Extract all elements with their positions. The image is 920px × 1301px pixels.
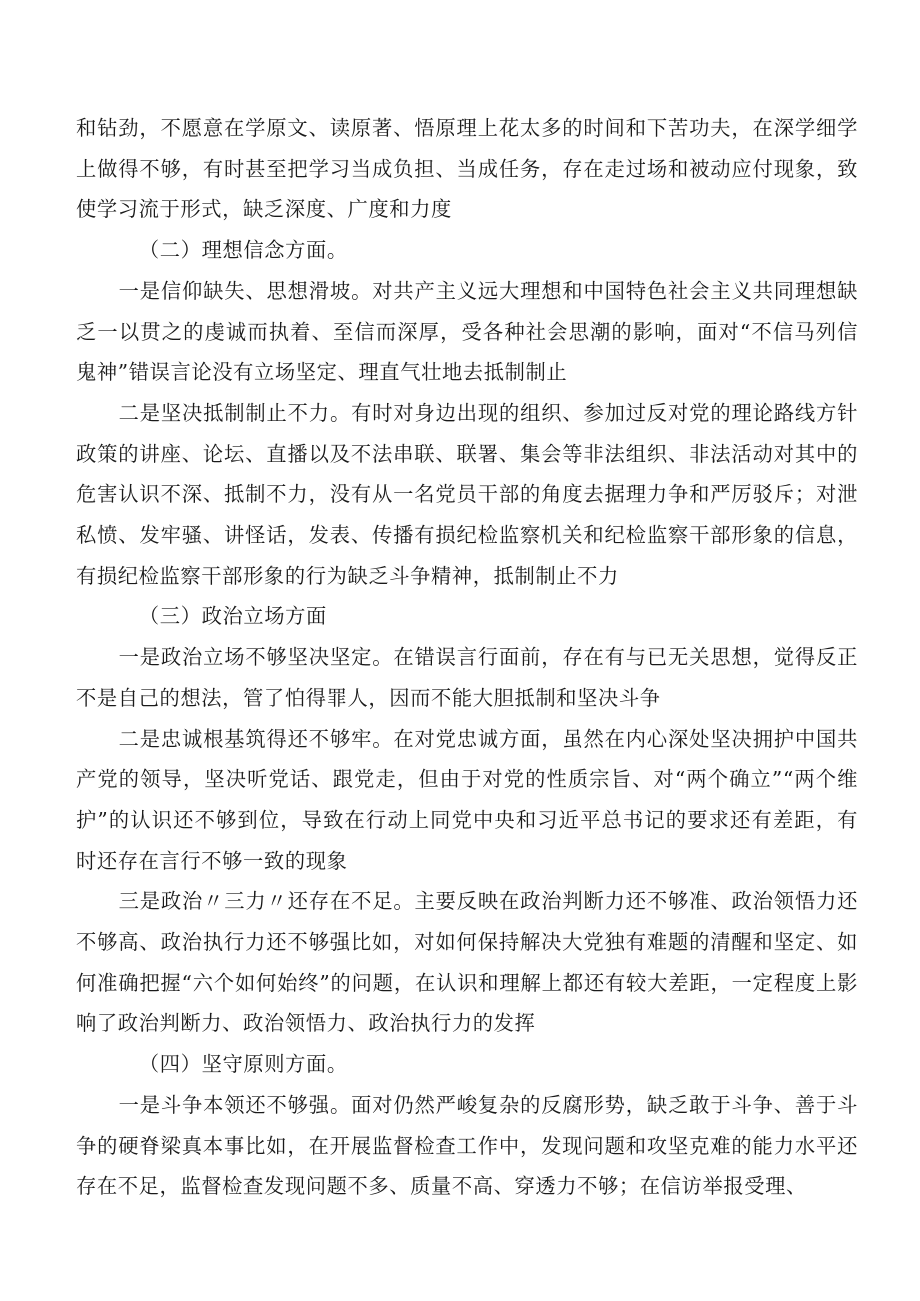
paragraph-continued: 和钻劲，不愿意在学原文、读原著、悟原理上花太多的时间和下苦功夫，在深学细学上做得不够，有时甚至把学习当成负担、当成任务，存在走过场和被动应付现象，致使学习流于形式，缺乏深度、广度和力度: [76, 116, 858, 222]
section-heading-principles: （四）坚守原则方面。: [138, 1052, 348, 1077]
paragraph: 一是斗争本领还不够强。面对仍然严峻复杂的反腐形势，缺乏敢于斗争、善于斗争的硬脊梁真本事比如，在开展监督检查工作中，发现问题和攻坚克难的能力水平还存在不足，监督检查发现问题不多、质量不高、穿透力不够；在信访举报受理、: [76, 1092, 858, 1199]
paragraph: 三是政治〃三力〃还存在不足。主要反映在政治判断力还不够准、政治领悟力还不够高、政治执行力还不够强比如，对如何保持解决大党独有难题的清醒和坚定、如何准确把握“六个如何始终”的问题，在认识和理解上都还有较大差距，一定程度上影响了政治判断力、政治领悟力、政治执行力的发挥: [76, 889, 858, 1036]
section-heading-political-stance: （三）政治立场方面: [138, 604, 327, 629]
paragraph: 一是信仰缺失、思想滑坡。对共产主义远大理想和中国特色社会主义共同理想缺乏一以贯之的虔诚而执着、至信而深厚，受各种社会思潮的影响，面对“不信马列信鬼神”错误言论没有立场坚定、理直气壮地去抵制制止: [76, 278, 858, 385]
paragraph: 二是忠诚根基筑得还不够牢。在对党忠诚方面，虽然在内心深处坚决拥护中国共产党的领导，坚决听党话、跟党走，但由于对党的性质宗旨、对“两个确立”“两个维护”的认识还不够到位，导致在行动上同党中央和习近平总书记的要求还有差距，有时还存在言行不够一致的现象: [76, 726, 858, 873]
document-body: [76, 108, 858, 1207]
paragraph: 二是坚决抵制制止不力。有时对身边出现的组织、参加过反对党的理论路线方针政策的讲座、论坛、直播以及不法串联、联署、集会等非法组织、非法活动对其中的危害认识不深、抵制不力，没有从一名党员干部的角度去据理力争和严厉驳斥；对泄私愤、发牢骚、讲怪话，发表、传播有损纪检监察机关和纪检监察干部形象的信息，有损纪检监察干部形象的行为缺乏斗争精神，抵制制止不力: [76, 400, 858, 588]
section-heading-ideals: （二）理想信念方面。: [138, 238, 348, 263]
paragraph: 一是政治立场不够坚决坚定。在错误言行面前，存在有与已无关思想，觉得反正不是自己的想法，管了怕得罪人，因而不能大胆抵制和坚决斗争: [76, 645, 858, 710]
